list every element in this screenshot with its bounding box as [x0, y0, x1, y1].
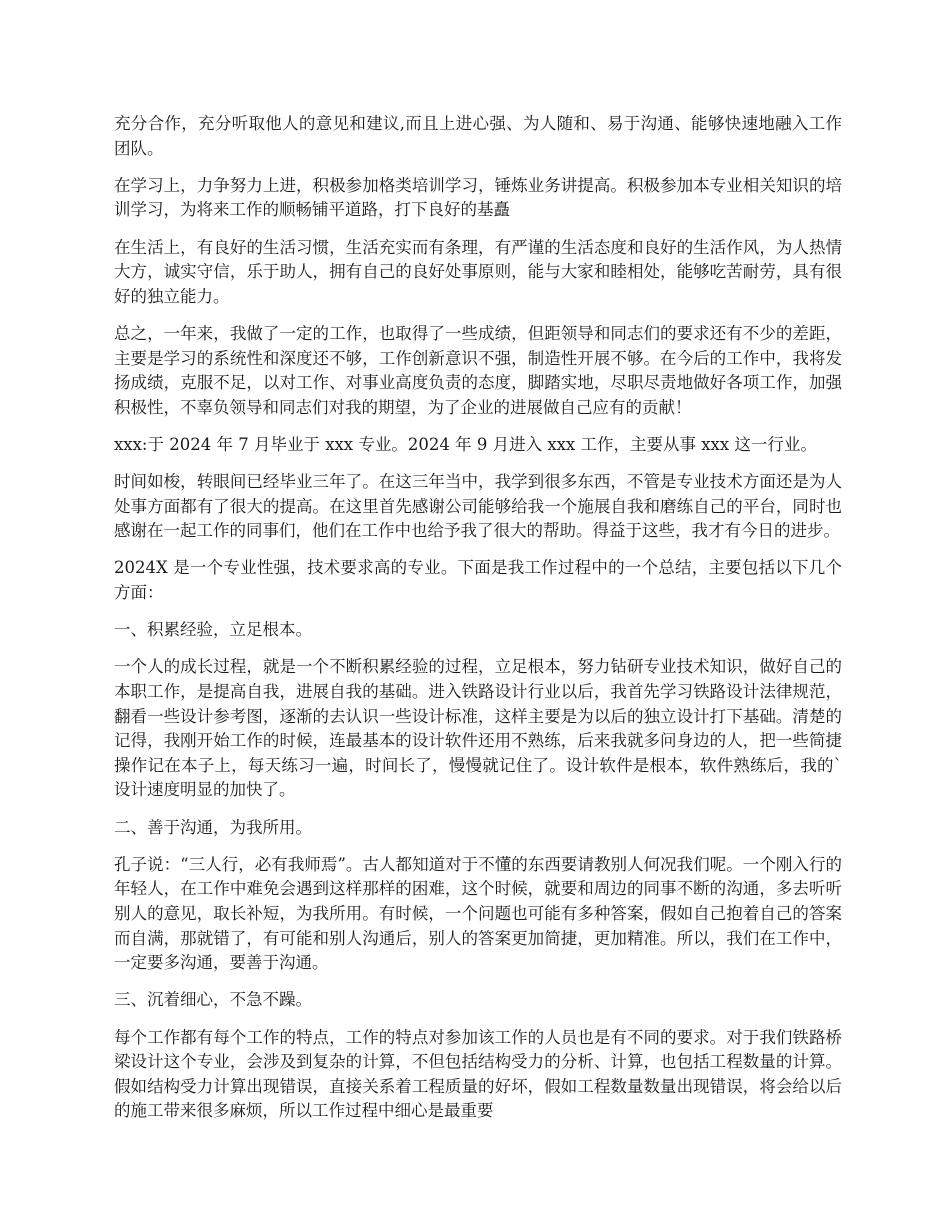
paragraph: 总之，一年来，我做了一定的工作，也取得了一些成绩，但距领导和同志们的要求还有不少的差距，主要是学习的系统性和深度还不够，工作创新意识不强，制造性开展不够。在今后的工作中，我将发扬成绩，克服不足，以对工作、对事业高度负责的态度，脚踏实地，尽职尽责地做好各项工作，加强积极性，不辜负领导和同志们对我的期望，为了企业的进展做自己应有的贡献！ [114, 323, 842, 417]
section-heading: 三、沉着细心，不急不躁。 [114, 990, 312, 1010]
document-body [114, 112, 842, 1137]
paragraph: 2024X 是一个专业性强，技术要求高的专业。下面是我工作过程中的一个总结，主要包括以下几个方面： [114, 558, 842, 603]
section-heading: 一、积累经验，立足根本。 [114, 620, 312, 640]
paragraph: 每个工作都有每个工作的特点，工作的特点对参加该工作的人员也是有不同的要求。对于我们铁路桥梁设计这个专业，会涉及到复杂的计算，不但包括结构受力的分析、计算，也包括工程数量的计算。假如结构受力计算出现错误，直接关系着工程质量的好坏，假如工程数量数量出现错误，将会给以后的施工带来很多麻烦，所以工作过程中细心是最重要 [114, 1027, 842, 1121]
paragraph: 在学习上，力争努力上进，积极参加格类培训学习，锤炼业务讲提高。积极参加本专业相关知识的培训学习，为将来工作的顺畅铺平道路，打下良好的基矗 [114, 175, 842, 220]
paragraph: 孔子说：“三人行，必有我师焉”。古人都知道对于不懂的东西要请教别人何况我们呢。一个刚入行的年轻人，在工作中难免会遇到这样那样的困难，这个时候，就要和周边的同事不断的沟通，多去听听别人的意见，取长补短，为我所用。有时候，一个问题也可能有多种答案，假如自己抱着自己的答案而自满，那就错了，有可能和别人沟通后，别人的答案更加简捷，更加精准。所以，我们在工作中，一定要多沟通，要善于沟通。 [114, 854, 842, 973]
paragraph: 充分合作，充分听取他人的意见和建议,而且上进心强、为人随和、易于沟通、能够快速地融入工作团队。 [114, 114, 842, 158]
section-heading: 二、善于沟通，为我所用。 [114, 817, 312, 837]
paragraph: 时间如梭，转眼间已经毕业三年了。在这三年当中，我学到很多东西，不管是专业技术方面还是为人处事方面都有了很大的提高。在这里首先感谢公司能够给我一个施展自我和磨练自己的平台，同时也感谢在一起工作的同事们，他们在工作中也给予我了很大的帮助。得益于这些，我才有今日的进步。 [114, 472, 842, 541]
paragraph: 一个人的成长过程，就是一个不断积累经验的过程，立足根本，努力钻研专业技术知识，做好自己的本职工作，是提高自我，进展自我的基础。进入铁路设计行业以后，我首先学习铁路设计法律规范，翻看一些设计参考图，逐渐的去认识一些设计标准，这样主要是为以后的独立设计打下基础。清楚的记得，我刚开始工作的时候，连最基本的设计软件还用不熟练，后来我就多问身边的人，把一些简捷操作记在本子上，每天练习一遍，时间长了，慢慢就记住了。设计软件是根本，软件熟练后，我的`设计速度明显的加快了。 [114, 657, 842, 800]
paragraph: 在生活上，有良好的生活习惯，生活充实而有条理，有严谨的生活态度和良好的生活作风，为人热情大方，诚实守信，乐于助人，拥有自己的良好处事原则，能与大家和睦相处，能够吃苦耐劳，具有很好的独立能力。 [114, 237, 842, 306]
paragraph: xxx:于 2024 年 7 月毕业于 xxx 专业。2024 年 9 月进入 xxx 工作，主要从事 xxx 这一行业。 [114, 434, 817, 454]
